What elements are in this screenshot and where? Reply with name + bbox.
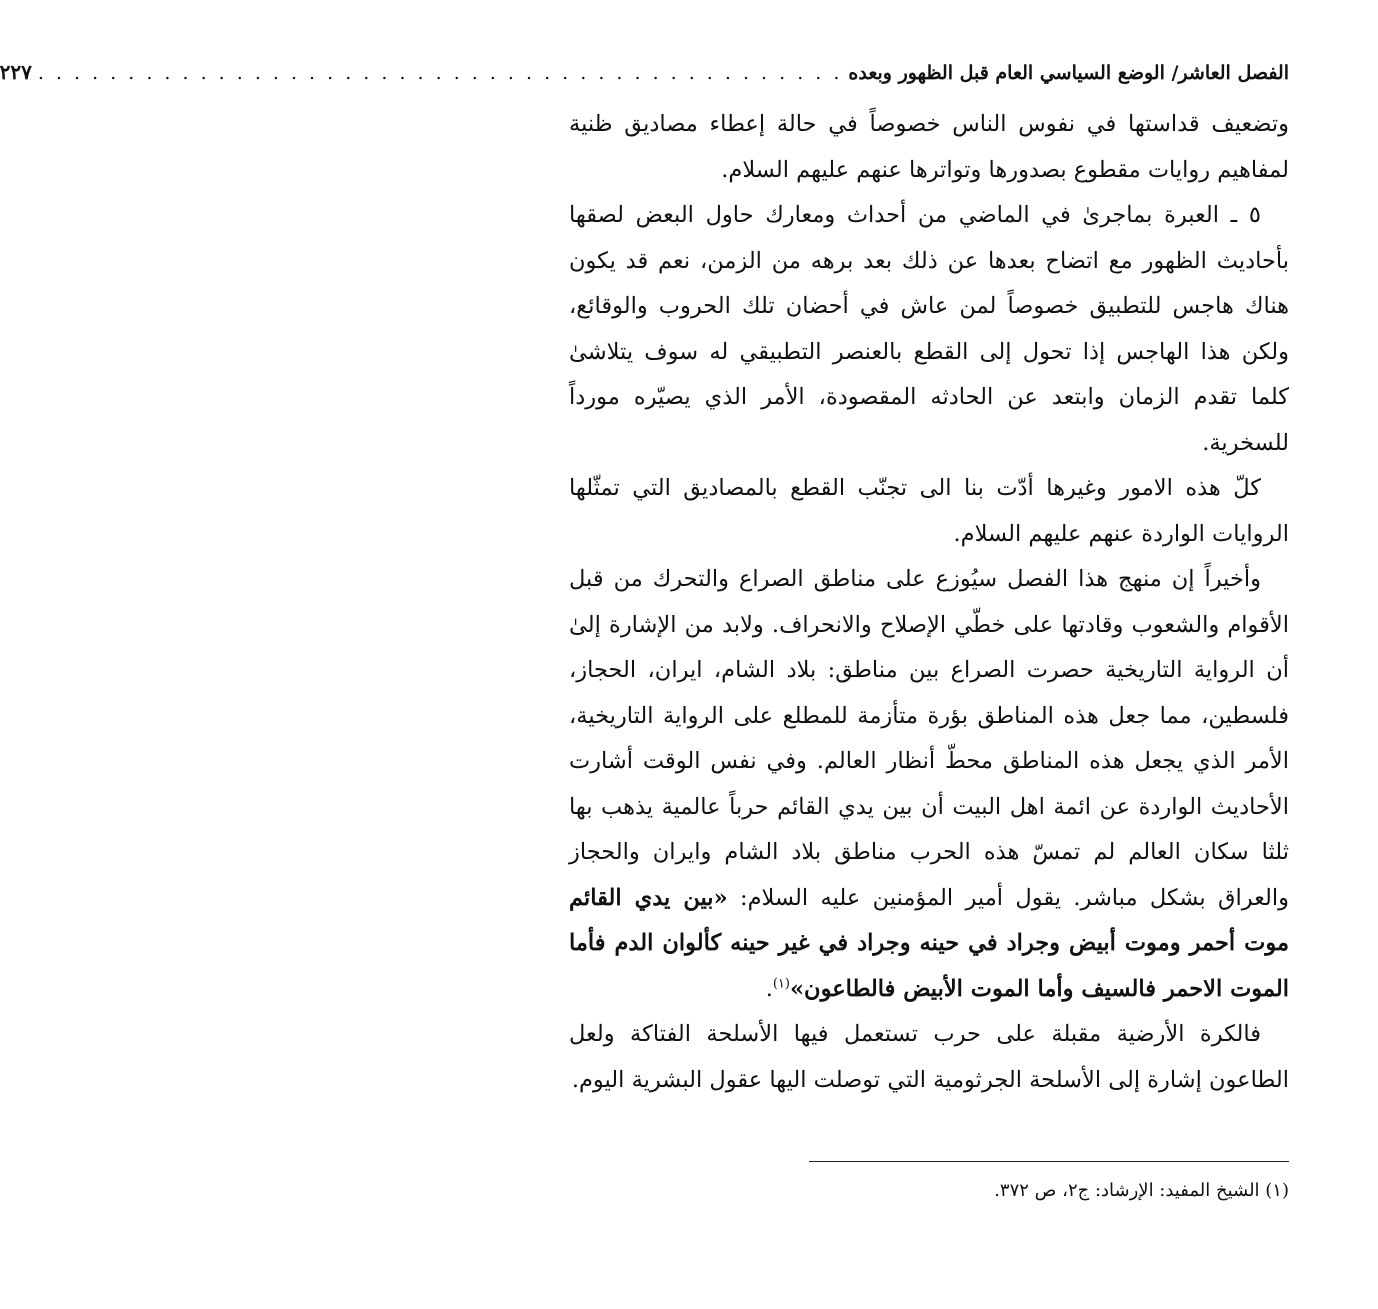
running-header	[0, 52, 1289, 92]
paragraph-1: وتضعيف قداستها في نفوس الناس خصوصاً في حالة إعطاء مصاديق ظنية لمفاهيم روايات مقطوع بصدورها وتواترها عنهم عليهم السلام.	[569, 111, 1289, 183]
footnote: (١) الشيخ المفيد: الإرشاد: ج٢، ص ٣٧٢.	[994, 1180, 1289, 1201]
page-number: ٢٢٧	[0, 60, 32, 84]
header-leader-dots: . . . . . . . . . . . . . . . . . . . . . . . . . . . . . . . . . . . . . . . . . . . . .	[37, 62, 843, 84]
hadith-quote: «بين يدي القائم موت أحمر وموت أبيض وجراد في حينه وجراد في غير حينه كألوان الدم فأما الموت الاحمر فالسيف وأما الموت الأبيض فالطاعون»	[569, 884, 1289, 1002]
chapter-title: الفصل العاشر/ الوضع السياسي العام قبل الظهور وبعده	[848, 62, 1289, 84]
paragraph-4-text: وأخيراً إن منهج هذا الفصل سيُوزع على مناطق الصراع والتحرك من قبل الأقوام والشعوب وقادتها على خطّي الإصلاح والانحراف. ولابد من الإشارة إلىٰ أن الرواية التاريخية حصرت الصراع بين مناطق: بلاد الشام، ايران، الحجاز، فلسطين، مما جعل هذه المناطق بؤرة متأزمة للمطلع على الرواية التاريخية، الأمر الذي يجعل هذه المناطق محطّ أنظار العالم. وفي نفس الوقت أشارت الأحاديث الواردة عن ائمة اهل البيت أن بين يدي القائم حرباً عالمية يذهب بها ثلثا سكان العالم لم تمسّ هذه الحرب مناطق بلاد الشام وايران والحجاز والعراق بشكل مباشر. يقول أمير المؤمنين عليه السلام:	[569, 566, 1289, 911]
footnote-divider	[809, 1161, 1289, 1162]
paragraph-2: ٥ ـ العبرة بماجرىٰ في الماضي من أحداث ومعارك حاول البعض لصقها بأحاديث الظهور مع اتضاح بعدها عن ذلك بعد برهه من الزمن، نعم قد يكون هناك هاجس للتطبيق خصوصاً لمن عاش في أحضان تلك الحروب والوقائع، ولكن هذا الهاجس إذا تحول إلى القطع بالعنصر التطبيقي له سوف يتلاشىٰ كلما تقدم الزمان وابتعد عن الحادثه المقصودة، الأمر الذي يصيّره مورداً للسخرية.	[569, 202, 1289, 456]
paragraph-4-end: .	[765, 975, 773, 1002]
footnote-reference[interactable]: (١)	[772, 976, 790, 991]
paragraph-4	[569, 557, 1289, 1012]
body-text	[569, 102, 1289, 1103]
book-page	[0, 52, 1289, 1232]
paragraph-3: كلّ هذه الامور وغيرها أدّت بنا الى تجنّب القطع بالمصاديق التي تمثّلها الروايات الواردة عنهم عليهم السلام.	[569, 475, 1289, 547]
paragraph-5: فالكرة الأرضية مقبلة على حرب تستعمل فيها الأسلحة الفتاكة ولعل الطاعون إشارة إلى الأسلحة الجرثومية التي توصلت اليها عقول البشرية اليوم.	[569, 1021, 1289, 1093]
